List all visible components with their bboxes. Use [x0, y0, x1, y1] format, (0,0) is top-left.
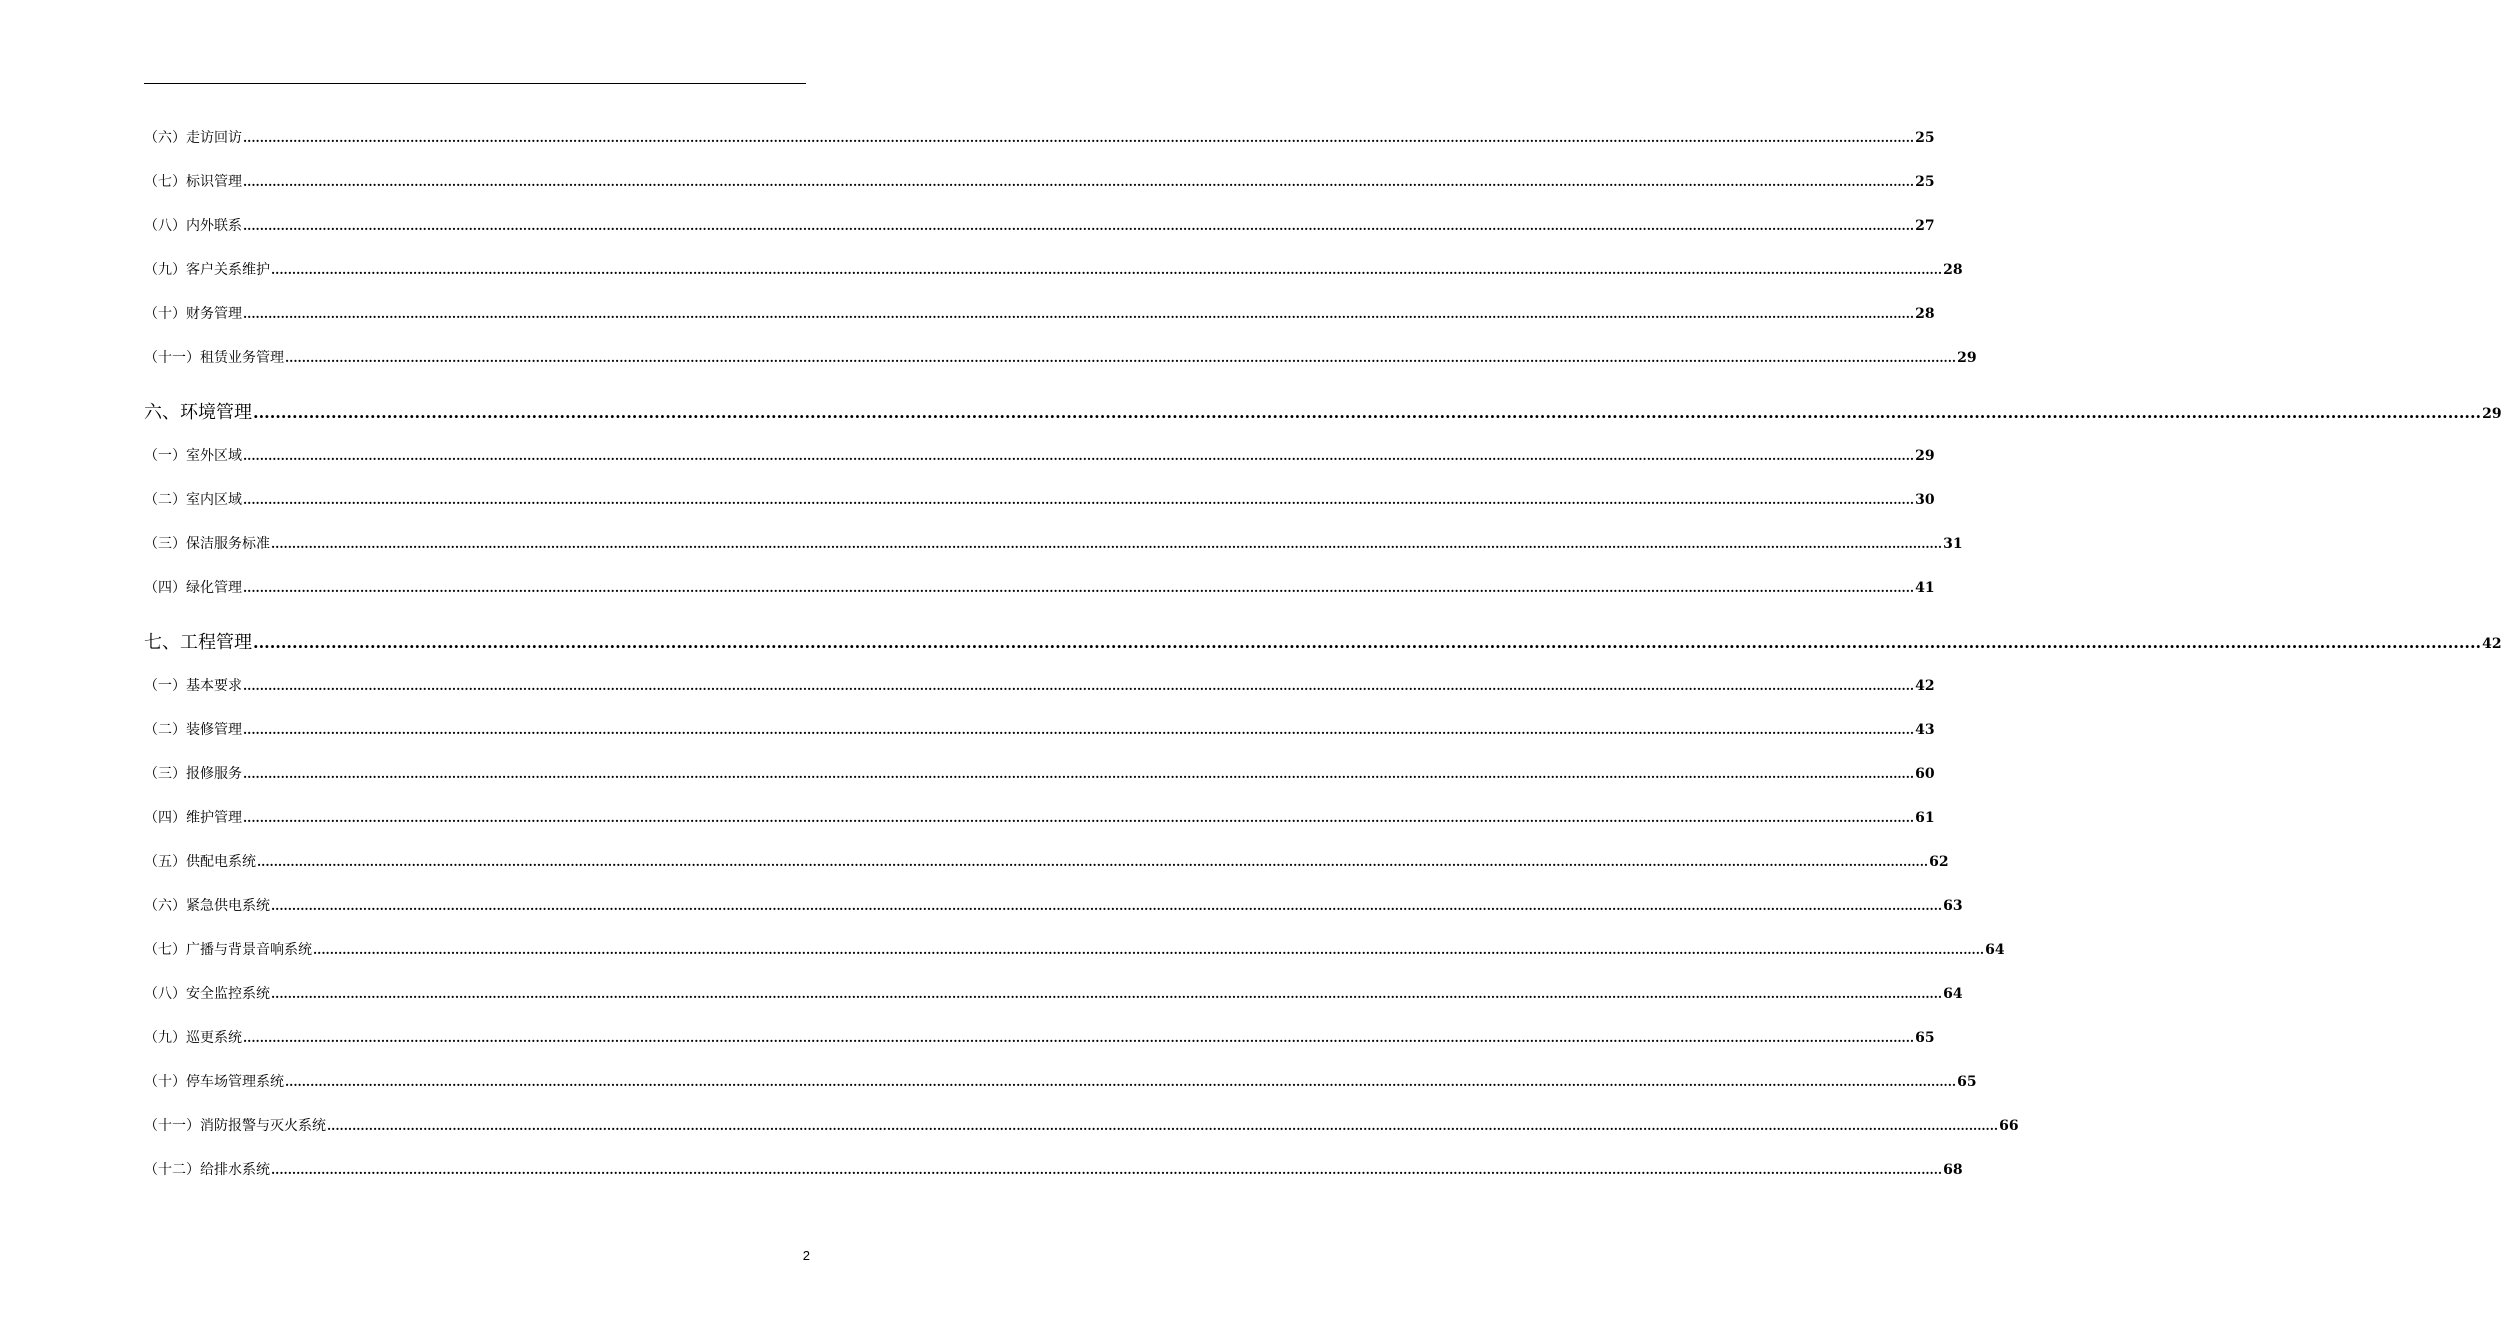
toc-entry[interactable]: [144, 259, 1963, 279]
toc-entry-page: 60: [1915, 766, 1935, 782]
toc-entry-page: 29: [1915, 448, 1935, 464]
toc-section-heading[interactable]: [144, 628, 2502, 654]
toc-entry-page: 64: [1985, 942, 2005, 958]
toc-entry[interactable]: [144, 127, 1935, 147]
dot-leader: ................................................................................................................................................................................................................................................................................................................................................................................................................: [285, 351, 1957, 365]
dot-leader: ................................................................................................................................................................................................................................................................................................................................................................................................................: [271, 537, 1943, 551]
toc-entry-label: （四）维护管理: [144, 810, 242, 826]
toc-entry-page: 68: [1943, 1162, 1963, 1178]
toc-entry-label: 六、环境管理: [144, 402, 252, 423]
toc-entry-label: （四）绿化管理: [144, 580, 242, 596]
toc-entry-label: （八）安全监控系统: [144, 986, 270, 1002]
toc-entry-label: （十一）消防报警与灭火系统: [144, 1118, 326, 1134]
toc-entry[interactable]: [144, 1071, 1977, 1091]
toc-entry-label: （七）广播与背景音响系统: [144, 942, 312, 958]
dot-leader: ................................................................................................................................................................................................................................................................................................................................................................................................................: [271, 899, 1943, 913]
dot-leader: ................................................................................................................................................................................................................................................................................................................................................................................................................: [313, 943, 1985, 957]
toc-entry-page: 65: [1915, 1030, 1935, 1046]
toc-entry-page: 25: [1915, 174, 1935, 190]
toc-entry-page: 41: [1915, 580, 1935, 596]
toc-entry-label: （十一）租赁业务管理: [144, 350, 284, 366]
toc-entry[interactable]: [144, 895, 1963, 915]
toc-entry-label: （九）客户关系维护: [144, 262, 270, 278]
toc-entry-page: 61: [1915, 810, 1935, 826]
toc-entry-page: 64: [1943, 986, 1963, 1002]
dot-leader: ................................................................................................................................................................................................................................................................................................................................................................................................................: [243, 219, 1915, 233]
toc-entry-label: （三）报修服务: [144, 766, 242, 782]
dot-leader: ................................................................................................................................................................................................................................................................................................................................................................................................................: [285, 1075, 1957, 1089]
toc-entry-page: 30: [1915, 492, 1935, 508]
toc-entry-page: 42: [1915, 678, 1935, 694]
toc-entry-page: 65: [1957, 1074, 1977, 1090]
toc-entry-label: （一）基本要求: [144, 678, 242, 694]
toc-entry[interactable]: [144, 675, 1935, 695]
toc-entry[interactable]: [144, 1027, 1935, 1047]
toc-entry-page: 43: [1915, 722, 1935, 738]
toc-entry[interactable]: [144, 807, 1935, 827]
dot-leader: ................................................................................................................................................................................................................................................................................................................................................................................................................: [243, 1031, 1915, 1045]
toc-entry-label: （十）停车场管理系统: [144, 1074, 284, 1090]
dot-leader: ................................................................................................................................................................................................................................................................................................................................................................................................................: [243, 449, 1915, 463]
toc-entry[interactable]: [144, 1159, 1963, 1179]
dot-leader: ................................................................................................................................................................................................................................................................................................................................................................................................................: [257, 855, 1929, 869]
toc-entry-label: （二）室内区域: [144, 492, 242, 508]
toc-entry-label: （八）内外联系: [144, 218, 242, 234]
dot-leader: ................................................................................................................................................................................................................................................................................................................................................................................................................: [243, 767, 1915, 781]
toc-entry-page: 25: [1915, 130, 1935, 146]
toc-entry[interactable]: [144, 347, 1977, 367]
toc-entry[interactable]: [144, 939, 2005, 959]
toc-entry-label: （一）室外区域: [144, 448, 242, 464]
toc-entry[interactable]: [144, 445, 1935, 465]
toc-entry-page: 42: [2482, 636, 2502, 652]
toc-entry-page: 28: [1943, 262, 1963, 278]
toc-entry[interactable]: [144, 983, 1963, 1003]
toc-entry-page: 28: [1915, 306, 1935, 322]
toc-entry[interactable]: [144, 533, 1963, 553]
toc-entry[interactable]: [144, 489, 1935, 509]
toc-entry-label: （三）保洁服务标准: [144, 536, 270, 552]
toc-entry-label: 七、工程管理: [144, 632, 252, 653]
dot-leader: ................................................................................................................................................................................................................................................................................................................................................................................................................: [253, 633, 2482, 652]
toc-entry[interactable]: [144, 303, 1935, 323]
toc-entry-page: 66: [1999, 1118, 2019, 1134]
table-of-contents: [144, 0, 2502, 1344]
toc-entry-page: 31: [1943, 536, 1963, 552]
toc-section-heading[interactable]: [144, 398, 2502, 424]
dot-leader: ................................................................................................................................................................................................................................................................................................................................................................................................................: [243, 493, 1915, 507]
toc-entry[interactable]: [144, 763, 1935, 783]
toc-entry-label: （六）紧急供电系统: [144, 898, 270, 914]
toc-entry-label: （七）标识管理: [144, 174, 242, 190]
dot-leader: ................................................................................................................................................................................................................................................................................................................................................................................................................: [243, 679, 1915, 693]
dot-leader: ................................................................................................................................................................................................................................................................................................................................................................................................................: [243, 307, 1915, 321]
dot-leader: ................................................................................................................................................................................................................................................................................................................................................................................................................: [243, 581, 1915, 595]
dot-leader: ................................................................................................................................................................................................................................................................................................................................................................................................................: [327, 1119, 1999, 1133]
toc-entry-label: （五）供配电系统: [144, 854, 256, 870]
dot-leader: ................................................................................................................................................................................................................................................................................................................................................................................................................: [243, 131, 1915, 145]
toc-entry[interactable]: [144, 215, 1935, 235]
toc-entry-label: （二）装修管理: [144, 722, 242, 738]
toc-entry-page: 29: [2482, 406, 2502, 422]
page-number: 2: [802, 1248, 810, 1263]
toc-entry-page: 63: [1943, 898, 1963, 914]
toc-entry[interactable]: [144, 577, 1935, 597]
toc-entry-label: （十）财务管理: [144, 306, 242, 322]
toc-entry-label: （十二）给排水系统: [144, 1162, 270, 1178]
toc-entry-page: 27: [1915, 218, 1935, 234]
toc-entry-label: （六）走访回访: [144, 130, 242, 146]
dot-leader: ................................................................................................................................................................................................................................................................................................................................................................................................................: [271, 263, 1943, 277]
dot-leader: ................................................................................................................................................................................................................................................................................................................................................................................................................: [271, 1163, 1943, 1177]
toc-entry-page: 62: [1929, 854, 1949, 870]
toc-entry[interactable]: [144, 851, 1949, 871]
toc-entry[interactable]: [144, 719, 1935, 739]
toc-entry-label: （九）巡更系统: [144, 1030, 242, 1046]
dot-leader: ................................................................................................................................................................................................................................................................................................................................................................................................................: [243, 175, 1915, 189]
toc-entry[interactable]: [144, 1115, 2019, 1135]
dot-leader: ................................................................................................................................................................................................................................................................................................................................................................................................................: [271, 987, 1943, 1001]
dot-leader: ................................................................................................................................................................................................................................................................................................................................................................................................................: [243, 811, 1915, 825]
dot-leader: ................................................................................................................................................................................................................................................................................................................................................................................................................: [253, 403, 2482, 422]
dot-leader: ................................................................................................................................................................................................................................................................................................................................................................................................................: [243, 723, 1915, 737]
toc-entry-page: 29: [1957, 350, 1977, 366]
toc-entry[interactable]: [144, 171, 1935, 191]
